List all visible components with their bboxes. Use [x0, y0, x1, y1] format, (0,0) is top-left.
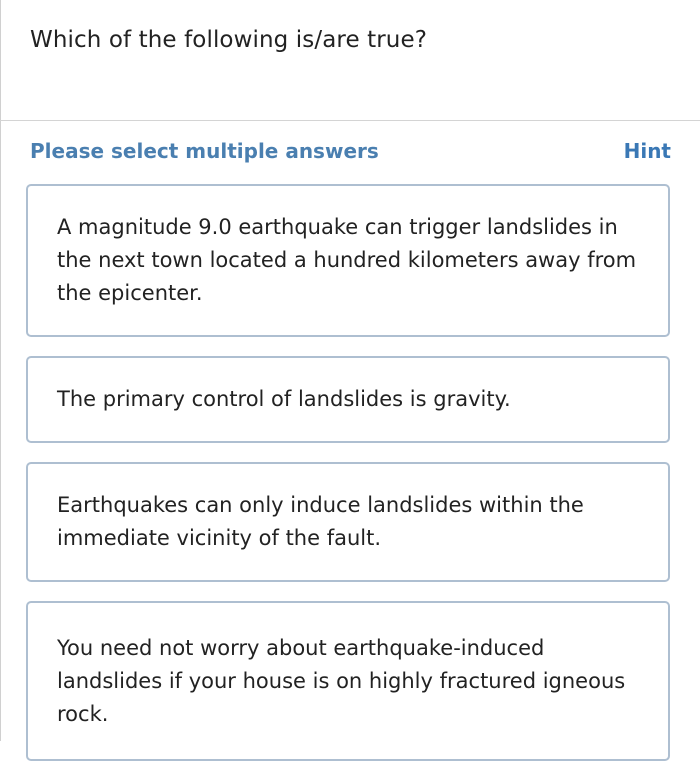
answer-option-text: You need not worry about earthquake-induced landslides if your house is on highly fractured igneous rock. — [57, 636, 626, 726]
hint-button[interactable]: Hint — [623, 139, 671, 163]
section-divider — [0, 120, 700, 121]
answer-option-text: A magnitude 9.0 earthquake can trigger landslides in the next town located a hundred kilometers away from the epicenter. — [57, 215, 637, 305]
answer-option-text: Earthquakes can only induce landslides within the immediate vicinity of the fault. — [57, 493, 584, 550]
answer-option-text: The primary control of landslides is gravity. — [57, 387, 511, 411]
answer-option-4[interactable] — [26, 601, 670, 761]
answer-option-3[interactable] — [26, 462, 670, 582]
left-border — [0, 0, 1, 741]
select-multiple-instruction: Please select multiple answers — [30, 139, 379, 163]
answer-option-2[interactable] — [26, 356, 670, 443]
answer-option-1[interactable] — [26, 184, 670, 337]
question-text: Which of the following is/are true? — [30, 27, 428, 53]
